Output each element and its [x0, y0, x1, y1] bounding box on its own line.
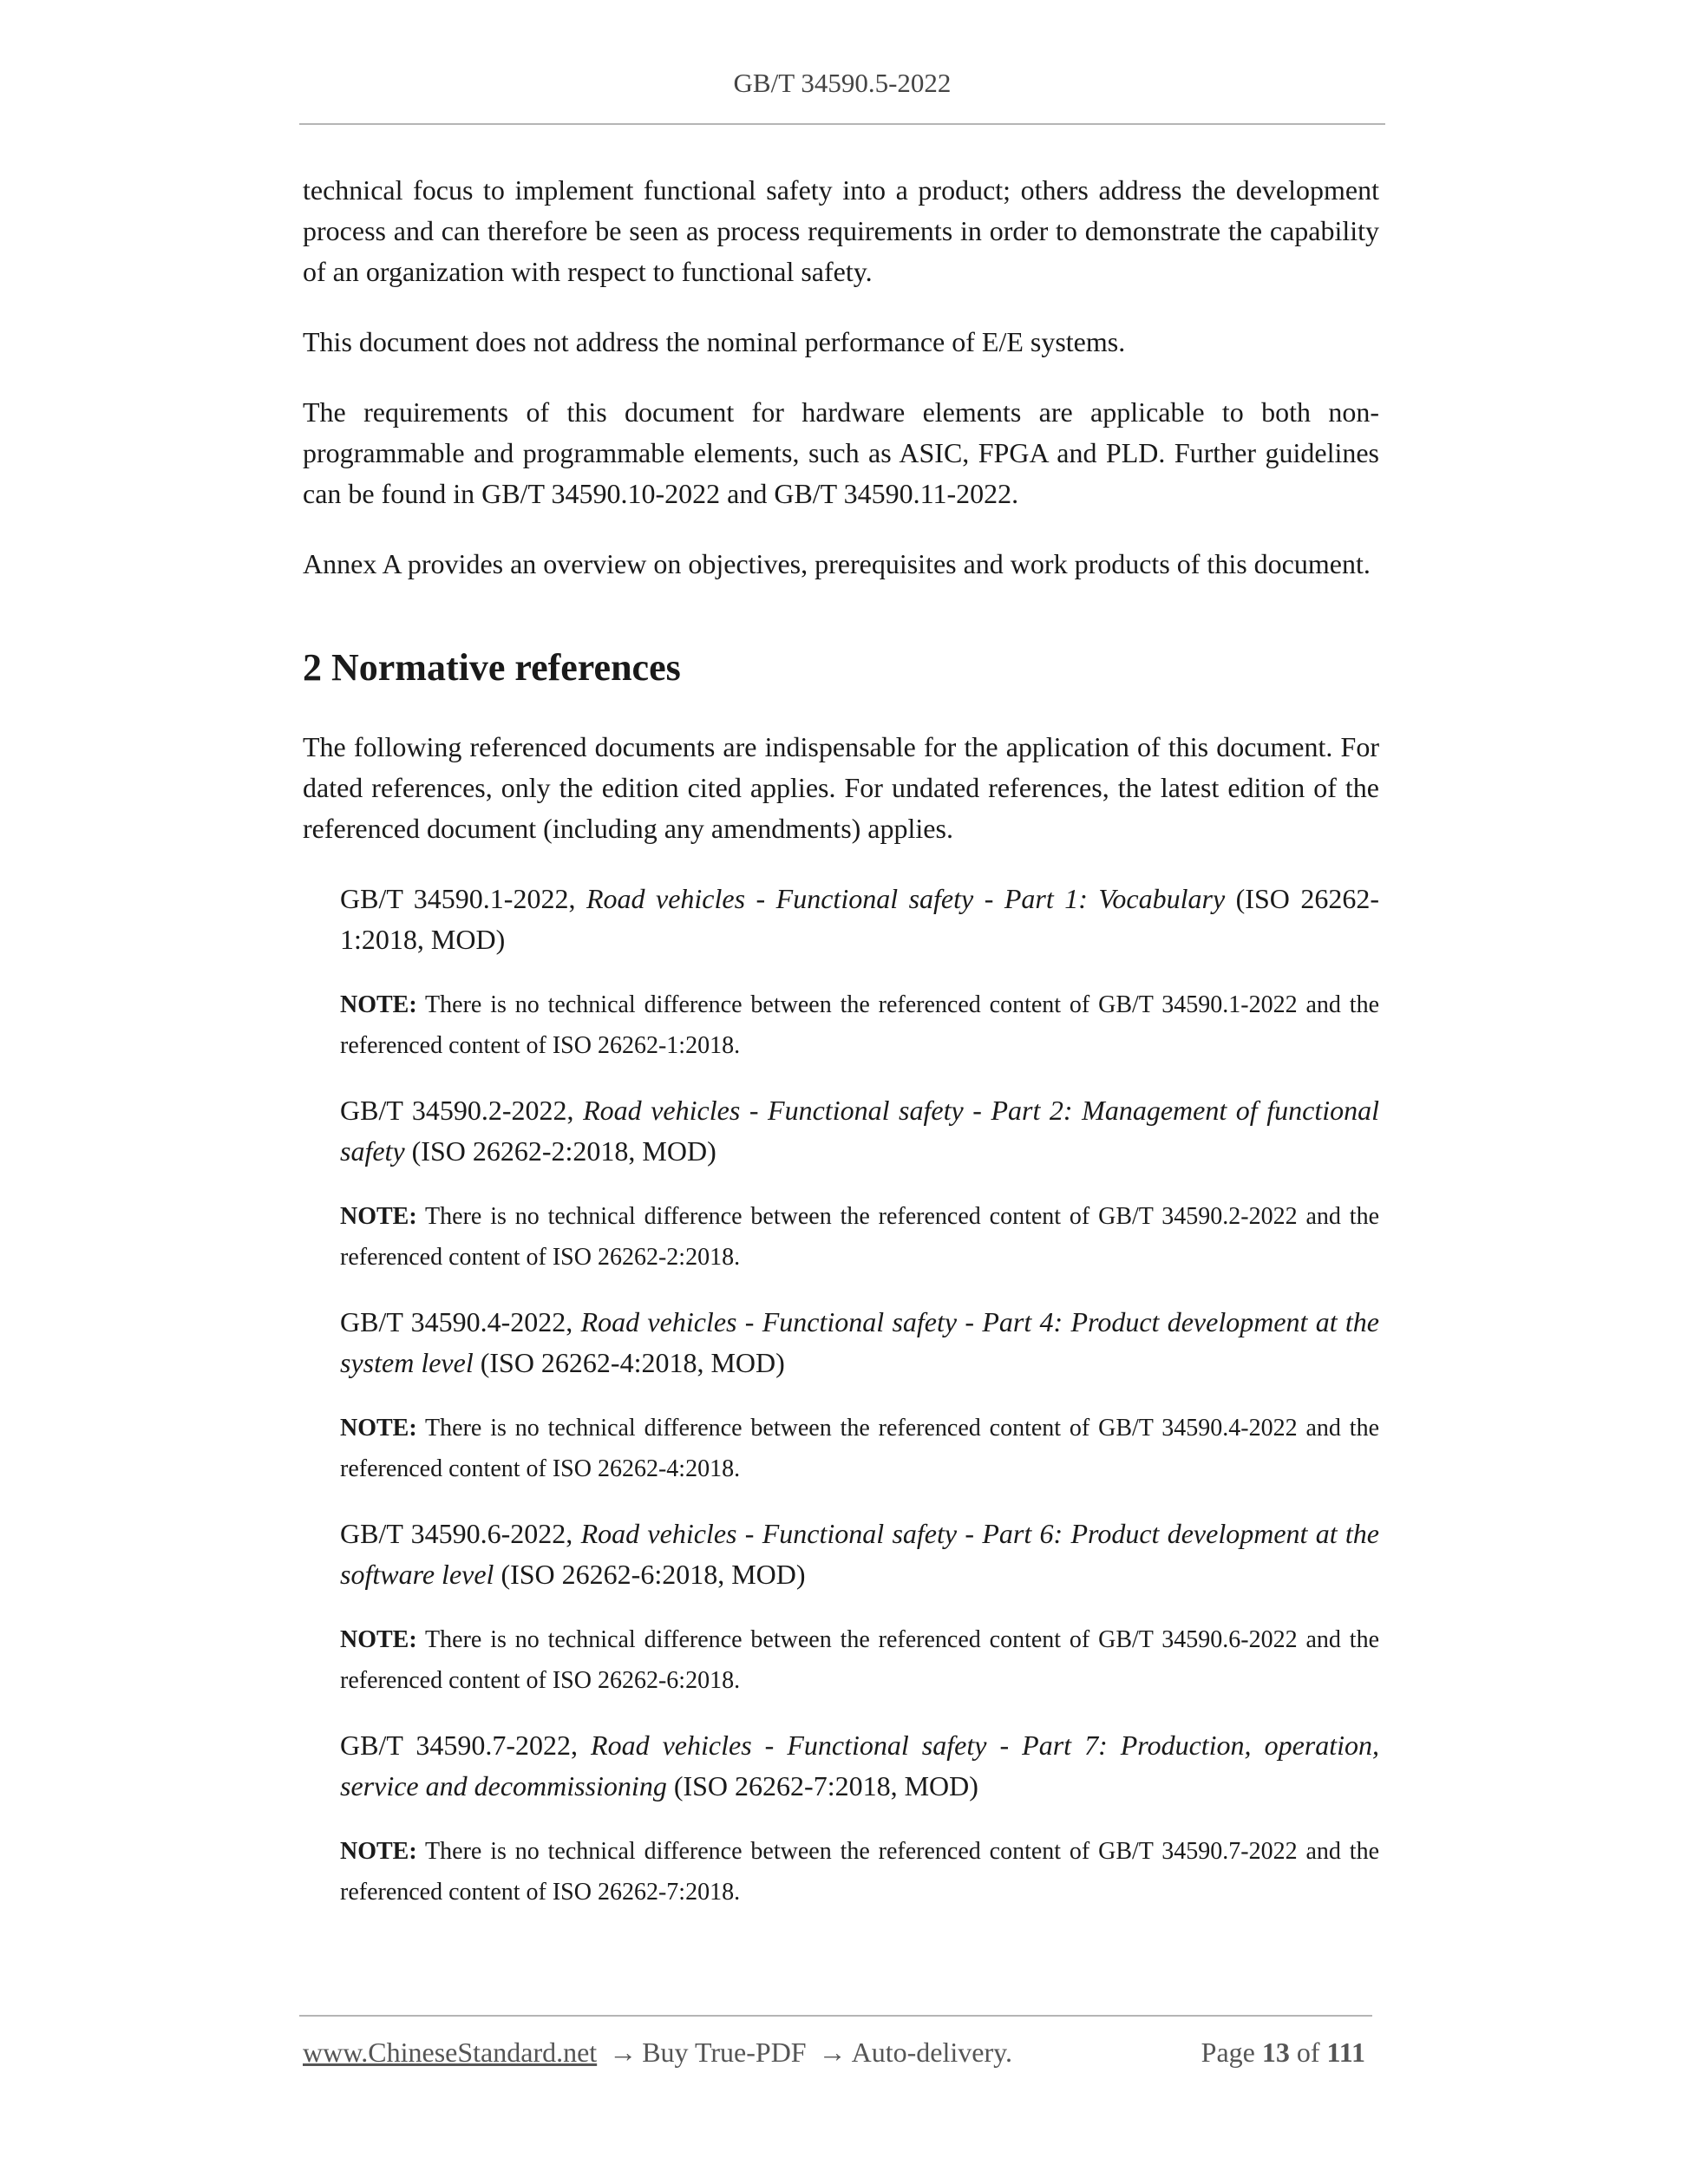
note-text: There is no technical difference between the referenced content of GB/T 34590.1-2022 and the referenced content of ISO 26262-1:2018.: [340, 991, 1379, 1059]
website-link[interactable]: www.ChineseStandard.net: [303, 2037, 598, 2068]
reference-suffix: (ISO 26262-4:2018, MOD): [473, 1347, 785, 1378]
reference-title: Road vehicles - Functional safety - Part 4: Product development at the system level: [340, 1306, 1380, 1378]
reference-suffix: (ISO 26262-6:2018, MOD): [494, 1559, 806, 1590]
reference-suffix: (ISO 26262-2:2018, MOD): [404, 1135, 716, 1167]
document-body: [303, 170, 1379, 1937]
reference-text: [340, 1514, 1379, 1595]
reference-entry: [340, 1302, 1379, 1489]
note-label: NOTE:: [340, 991, 417, 1018]
reference-note: [340, 1408, 1379, 1489]
note-text: There is no technical difference between the referenced content of GB/T 34590.6-2022 and the referenced content of ISO 26262-6:2018.: [340, 1626, 1379, 1694]
reference-text: [340, 879, 1379, 960]
reference-suffix: (ISO 26262-1:2018, MOD): [340, 883, 1380, 955]
body-paragraph: technical focus to implement functional safety into a product; others address the development process and can therefore be seen as process requirements in order to demonstrate the capability of an organization with respect to functional safety.: [303, 174, 1379, 287]
reference-entry: [340, 1090, 1379, 1278]
page-word: Page: [1201, 2037, 1255, 2068]
delivery-text: Auto-delivery.: [851, 2037, 1013, 2068]
note-text: There is no technical difference between the referenced content of GB/T 34590.4-2022 and the referenced content of ISO 26262-4:2018.: [340, 1415, 1379, 1482]
reference-note: [340, 1196, 1379, 1278]
reference-text: [340, 1725, 1379, 1807]
right-arrow-icon: →: [818, 2037, 847, 2068]
page-current: 13: [1261, 2037, 1290, 2068]
body-paragraph: This document does not address the nominal performance of E/E systems.: [303, 326, 1126, 357]
reference-list: [303, 879, 1379, 1913]
note-label: NOTE:: [340, 1626, 417, 1653]
page-number: [1201, 2037, 1365, 2069]
body-paragraph: The requirements of this document for hardware elements are applicable to both non-programmable and programmable elements, such as ASIC, FPGA and PLD. Further guidelines can be found in GB/T 34590.10-2022 and GB/T 34590.11-2022.: [303, 396, 1379, 509]
buy-text: Buy True-PDF: [642, 2037, 807, 2068]
header-divider: [299, 123, 1385, 125]
note-text: There is no technical difference between the referenced content of GB/T 34590.7-2022 and the referenced content of ISO 26262-7:2018.: [340, 1838, 1379, 1906]
reference-code: GB/T 34590.6-2022,: [340, 1518, 581, 1549]
right-arrow-icon: →: [609, 2037, 638, 2068]
page-total: 111: [1326, 2037, 1365, 2068]
reference-title: Road vehicles - Functional safety - Part 1: Vocabulary: [586, 883, 1226, 914]
reference-entry: [340, 1514, 1379, 1701]
page-header: GB/T 34590.5-2022: [733, 68, 952, 98]
reference-note: [340, 1619, 1379, 1701]
reference-note: [340, 984, 1379, 1066]
footer-promo: [303, 2037, 1012, 2069]
note-label: NOTE:: [340, 1203, 417, 1230]
reference-title: Road vehicles - Functional safety - Part 6: Product development at the software level: [340, 1518, 1380, 1590]
reference-code: GB/T 34590.2-2022,: [340, 1095, 584, 1126]
body-paragraph: Annex A provides an overview on objectives, prerequisites and work products of this document.: [303, 548, 1371, 579]
section-intro-paragraph: The following referenced documents are indispensable for the application of this document. For dated references, only the edition cited applies. For undated references, the latest edition of the referenced document (including any amendments) applies.: [303, 731, 1379, 844]
reference-code: GB/T 34590.4-2022,: [340, 1306, 581, 1337]
reference-note: [340, 1831, 1379, 1913]
reference-text: [340, 1302, 1379, 1383]
note-text: There is no technical difference between the referenced content of GB/T 34590.2-2022 and the referenced content of ISO 26262-2:2018.: [340, 1203, 1379, 1271]
note-label: NOTE:: [340, 1415, 417, 1442]
reference-suffix: (ISO 26262-7:2018, MOD): [666, 1770, 978, 1801]
footer-divider: [299, 2015, 1372, 2017]
section-heading: 2 Normative references: [303, 646, 681, 689]
reference-code: GB/T 34590.7-2022,: [340, 1730, 592, 1761]
reference-title: Road vehicles - Functional safety - Part 2: Management of functional safety: [340, 1095, 1380, 1167]
reference-text: [340, 1090, 1379, 1172]
note-label: NOTE:: [340, 1838, 417, 1865]
reference-title: Road vehicles - Functional safety - Part 7: Production, operation, service and decommissioning: [340, 1730, 1380, 1801]
reference-entry: [340, 879, 1379, 1066]
of-word: of: [1296, 2037, 1320, 2068]
reference-entry: [340, 1725, 1379, 1913]
reference-code: GB/T 34590.1-2022,: [340, 883, 586, 914]
